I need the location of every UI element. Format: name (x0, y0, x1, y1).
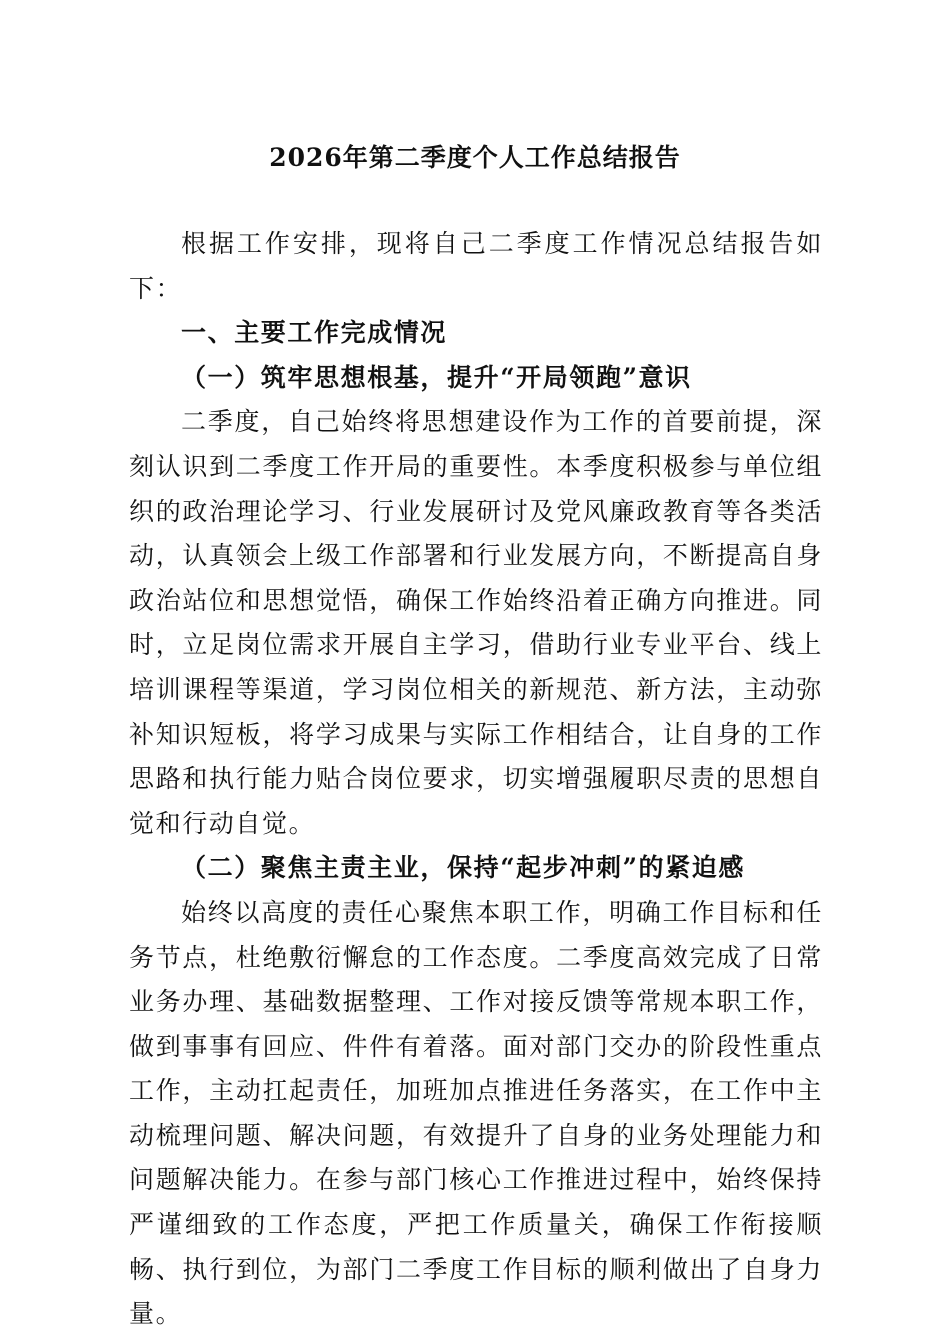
subsection-heading-2: （二）聚焦主责主业，保持“起步冲刺”的紧迫感 (181, 853, 745, 883)
subsection-heading-1: （一）筑牢思想根基，提升“开局领跑”意识 (181, 362, 692, 392)
document-title: 2026年第二季度个人工作总结报告 (269, 143, 681, 172)
document-body (129, 222, 823, 1337)
intro-paragraph: 根据工作安排，现将自己二季度工作情况总结报告如下： (129, 229, 823, 303)
subsection-paragraph-2: 始终以高度的责任心聚焦本职工作，明确工作目标和任务节点，杜绝敷衍懈怠的工作态度。二季度高效完成了日常业务办理、基础数据整理、工作对接反馈等常规本职工作，做到事事有回应、件件有着落。面对部门交办的阶段性重点工作，主动扛起责任，加班加点推进任务落实，在工作中主动梳理问题、解决问题，有效提升了自身的业务处理能力和问题解决能力。在参与部门核心工作推进过程中，始终保持严谨细致的工作态度，严把工作质量关，确保工作衔接顺畅、执行到位，为部门二季度工作目标的顺利做出了自身力量。 (129, 897, 823, 1329)
subsection-paragraph-1: 二季度，自己始终将思想建设作为工作的首要前提，深刻认识到二季度工作开局的重要性。本季度积极参与单位组织的政治理论学习、行业发展研讨及党风廉政教育等各类活动，认真领会上级工作部署和行业发展方向，不断提高自身政治站位和思想觉悟，确保工作始终沿着正确方向推进。同时，立足岗位需求开展自主学习，借助行业专业平台、线上培训课程等渠道，学习岗位相关的新规范、新方法，主动弥补知识短板，将学习成果与实际工作相结合，让自身的工作思路和执行能力贴合岗位要求，切实增强履职尽责的思想自觉和行动自觉。 (129, 407, 823, 838)
section-heading-main-work: 一、主要工作完成情况 (181, 318, 448, 348)
